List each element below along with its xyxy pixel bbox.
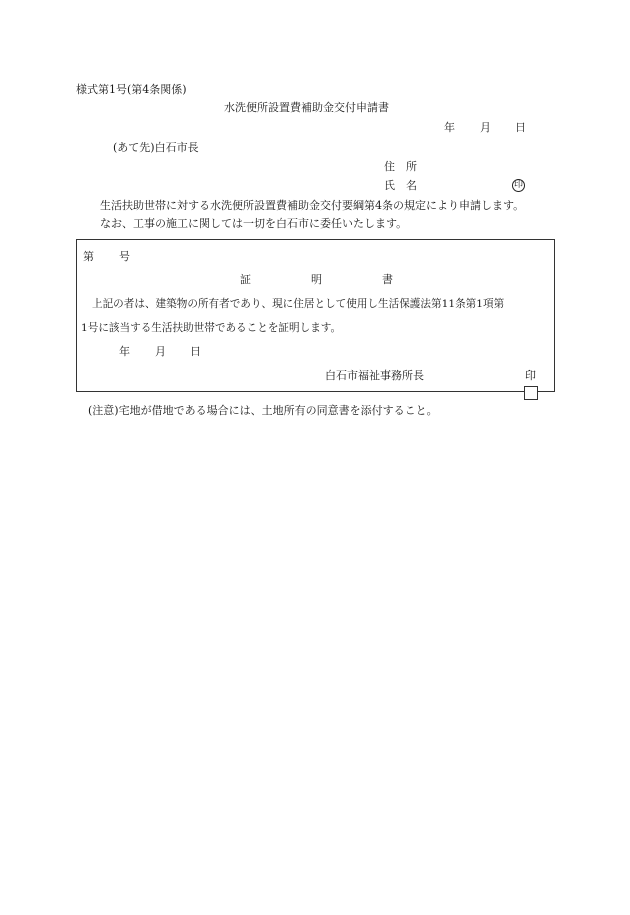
form-title: 水洗便所設置費補助金交付申請書: [224, 101, 389, 114]
date-day-label: 日: [515, 121, 526, 134]
certificate-text-line-1: 上記の者は、建築物の所有者であり、現に住居として使用し生活保護法第11条第1項第: [92, 298, 505, 310]
certificate-number-suffix: 号: [119, 250, 130, 263]
body-line-1: 生活扶助世帯に対する水洗便所設置費補助金交付要綱第4条の規定により申請します。: [100, 199, 525, 212]
certificate-date-day: 日: [190, 345, 201, 358]
name-label: 氏 名: [384, 179, 417, 192]
certificate-date-month: 月: [155, 345, 166, 358]
addressee: (あて先)白石市長: [113, 141, 199, 154]
seal-square-box: [524, 386, 538, 400]
seal-circle-mark: 印: [513, 180, 523, 190]
issuer-seal-label: 印: [525, 369, 536, 382]
note: (注意)宅地が借地である場合には、土地所有の同意書を添付すること。: [88, 404, 438, 417]
certificate-box: [76, 239, 555, 392]
date-year-label: 年: [444, 121, 455, 134]
certificate-title-char-1: 証: [240, 273, 251, 286]
certificate-text-line-2: 1号に該当する生活扶助世帯であることを証明します。: [81, 322, 342, 334]
issuer-name: 白石市福祉事務所長: [325, 369, 424, 382]
address-label: 住 所: [384, 160, 417, 173]
certificate-title-char-2: 明: [311, 273, 322, 286]
certificate-number-prefix: 第: [83, 250, 94, 263]
certificate-date-year: 年: [119, 345, 130, 358]
form-number: 様式第1号(第4条関係): [76, 83, 187, 96]
certificate-title-char-3: 書: [382, 273, 393, 286]
date-month-label: 月: [480, 121, 491, 134]
body-line-2: なお、工事の施工に関しては一切を白石市に委任いたします。: [100, 217, 408, 230]
